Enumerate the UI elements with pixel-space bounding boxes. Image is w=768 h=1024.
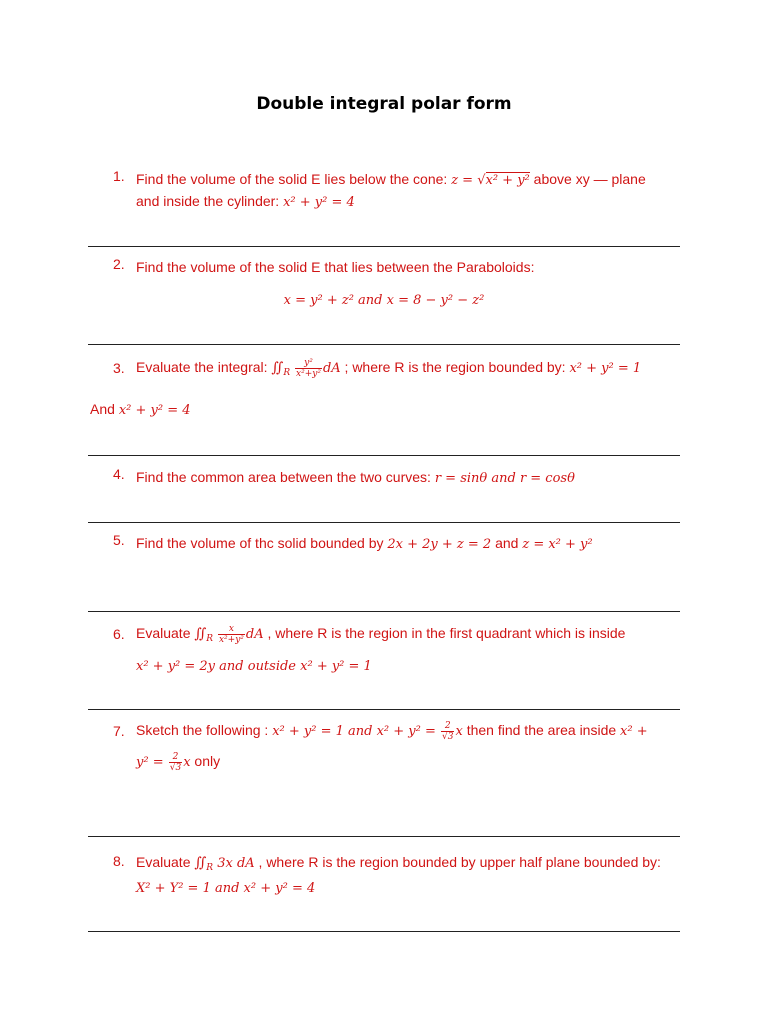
double-integral-symbol: ∬ [271,360,284,376]
math-expression: z = x² + y² [522,537,593,552]
fraction [218,624,245,645]
math-expression: 3x dA [213,856,255,871]
math-expression: x² + y² = 1 [569,361,642,376]
divider [88,522,680,523]
math-expression: y² = [136,755,168,770]
math-expression: dA [322,361,341,376]
fraction-numerator: 2 [441,721,454,732]
math-expression: r = sinθ and r = cosθ [434,471,575,486]
question-text: Evaluate the integral: [136,359,272,375]
fraction-denominator: √3 [442,731,454,742]
divider [88,246,680,247]
question-text: Find the volume of thc solid bounded by [136,535,388,551]
question-text: and [491,535,523,551]
question-text: only [190,753,221,769]
question-8-line-2 [136,876,315,900]
math-expression: x² + y² = 1 and x² + y² = [272,724,440,739]
question-2 [136,256,534,278]
question-text: , where R is the region in the first quadrant which is inside [263,625,626,641]
divider [88,836,680,837]
integral-region: R [206,634,214,644]
math-expression: 2x + 2y + z = 2 [387,537,492,552]
question-number: 4. [113,466,125,482]
math-expression: X² + Y² = 1 and x² + y² = 4 [136,881,316,896]
divider [88,344,680,345]
question-4 [136,466,575,490]
question-text: and inside the cylinder: [136,193,284,209]
question-7 [136,719,681,743]
question-6-line-2 [136,654,372,678]
fraction [441,721,454,742]
math-expression: x² + y² [485,173,530,188]
question-text: Evaluate [136,625,195,641]
fraction-numerator: x [218,624,245,635]
question-number: 7. [113,723,125,739]
question-7-line-2 [136,750,220,774]
divider [88,455,680,456]
question-number: 5. [113,532,125,548]
page-title: Double integral polar form [256,94,512,114]
question-text: Find the common area between the two curves: [136,469,435,485]
divider [88,709,680,710]
math-expression: x [455,724,463,739]
math-expression: z = [451,173,478,188]
question-5 [136,532,593,556]
integral-region: R [206,863,214,873]
double-integral-symbol: ∬ [194,626,207,642]
question-6 [136,622,676,650]
math-expression: x² + y² = 4 [118,403,191,418]
question-text: Find the volume of the solid E that lies between the Paraboloids: [136,259,535,275]
fraction-denominator: x²+y² [296,368,321,379]
question-text: then find the area inside [462,722,621,738]
math-expression: x² + y² = 2y and outside x² + y² = 1 [136,659,372,674]
question-text: ; where R is the region bounded by: [340,359,570,375]
question-1-line-2 [136,190,355,214]
fraction-numerator: y² [295,358,322,369]
integral-region: R [283,368,291,378]
question-3-line-2 [90,398,191,422]
math-expression: x [183,755,191,770]
question-number: 1. [113,168,125,184]
question-3 [136,356,676,384]
question-text: above xy — plane [529,171,646,187]
fraction-denominator: √3 [169,762,182,773]
fraction-numerator: 2 [169,752,182,763]
question-2-equation [0,288,768,312]
question-number: 3. [113,360,125,376]
divider [88,611,680,612]
math-expression: x² + [620,724,648,739]
math-expression: x = y² + z² and x = 8 − y² − z² [283,293,485,308]
question-8 [136,851,681,879]
question-text: , where R is the region bounded by upper half plane bounded by: [254,854,661,870]
question-text: And [90,401,119,417]
question-text: Find the volume of the solid E lies below the cone: [136,171,452,187]
math-expression: dA [245,627,264,642]
double-integral-symbol: ∬ [194,855,207,871]
fraction-denominator: x²+y² [218,634,244,645]
question-1: Find the volume of the solid E lies below the cone: z = √x² + y² above xy — plane [136,171,646,188]
fraction [295,358,322,379]
math-expression: x² + y² = 4 [283,195,355,210]
question-text: Sketch the following : [136,722,273,738]
question-number: 8. [113,853,125,869]
divider [88,931,680,932]
question-text: Evaluate [136,854,195,870]
question-number: 6. [113,626,125,642]
fraction [169,752,182,773]
question-number: 2. [113,256,125,272]
